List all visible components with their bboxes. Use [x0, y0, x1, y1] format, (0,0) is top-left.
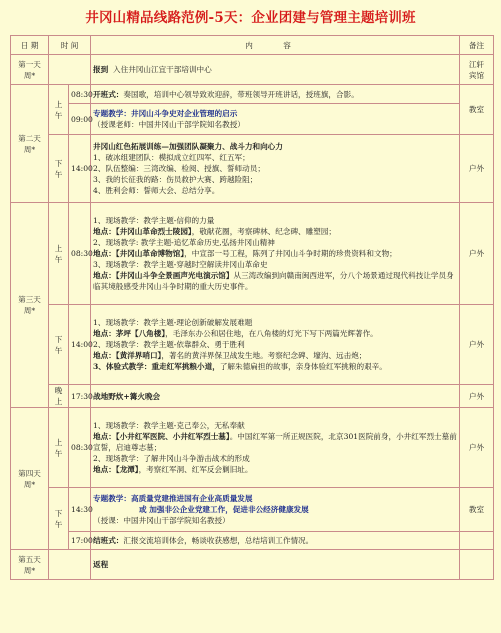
- day1-content: 报到 入住井冈山江宜干部培训中心: [91, 55, 460, 85]
- day4-pm-place: 教室: [460, 488, 494, 532]
- day3-row2: [11, 305, 494, 385]
- day5-content: 返程: [91, 550, 460, 580]
- day5-time: [49, 550, 91, 580]
- day3-time1: 08:30: [69, 203, 91, 305]
- day3-am-place: 户外: [460, 203, 494, 305]
- day3-time2: 14:00: [69, 305, 91, 385]
- day3-pm-place: 户外: [460, 305, 494, 385]
- day4-row3: [11, 532, 494, 550]
- day2-pm: 下午: [49, 135, 69, 203]
- day3-am: 上午: [49, 203, 69, 305]
- day2-date: 第二天 周*: [11, 85, 49, 203]
- day2-am: 上午: [49, 85, 69, 135]
- day3-eve: 晚上: [49, 385, 69, 408]
- day5-place: [460, 550, 494, 580]
- day4-am: 上午: [49, 408, 69, 488]
- day3-am-content: 1、现场教学：教学主题-信仰的力量 地点：【井冈山革命烈士陵园】，敬献花圈，考察碑林、纪念碑、雕塑园； 2、现场教学: 教学主题-追忆革命历史,弘扬井冈山精神 地点：【井冈山革命博物馆】，中宣部一号工程，陈列了井冈山斗争时期的珍贵资料和文物； 3、现场教学：教学主题-穿越时空解读井冈山革命史 地点：【井冈山斗争全景画声光电演示馆】从三湾改编到向赣南闽西进军，分八个场景通过现代科技让学员身临其境般感受井冈山斗争时期的重大历史事件。: [91, 203, 460, 305]
- day2-time1: 08:30: [69, 85, 91, 104]
- day2-row1: [11, 85, 494, 104]
- day3-date: 第三天 周*: [11, 203, 49, 408]
- day4-am-content: 1、现场教学：教学主题-克己奉公，无私奉献 地点：【小井红军医院、小井红军烈士墓】。中国红军第一所正规医院，北京301医院前身，小井红军烈士墓前宣誓，启迪尊志墓； 2、现场教学：了解井冈山斗争游击战术的形成 地点：【龙潭】，考察红军洞、红军反会剿旧址。: [91, 408, 460, 488]
- day4-time2: 14:30: [69, 488, 91, 532]
- day3-eve-content: 战地野炊+篝火晚会: [91, 385, 460, 408]
- day2-am-place: 教室: [460, 85, 494, 135]
- day3-row1: [11, 203, 494, 305]
- day1-place: 江轩 宾馆: [460, 55, 494, 85]
- day2-opening: 开班式：奏国歌，培训中心领导致欢迎辞，带班领导开班讲话，授班旗，合影。: [91, 85, 460, 104]
- day3-eve-place: 户外: [460, 385, 494, 408]
- day3-time3: 17:30: [69, 385, 91, 408]
- day5-date: 第五天 周*: [11, 550, 49, 580]
- header-date: 日 期: [11, 36, 49, 55]
- day1-row: [11, 55, 494, 85]
- day2-lecture: 专题教学：井冈山斗争史对企业管理的启示 （授课老师：中国井冈山干部学院知名教授）: [91, 104, 460, 135]
- schedule-table: [10, 35, 494, 580]
- header-row: [11, 36, 494, 55]
- day3-row3: [11, 385, 494, 408]
- day5-row: [11, 550, 494, 580]
- day4-date: 第四天 周*: [11, 408, 49, 550]
- day4-pm: 下午: [49, 488, 69, 550]
- day4-row2: [11, 488, 494, 532]
- day4-row1: [11, 408, 494, 488]
- day4-time1: 08:30: [69, 408, 91, 488]
- day2-pm-place: 户外: [460, 135, 494, 203]
- day2-time2: 09:00: [69, 104, 91, 135]
- page-title: 井冈山精品线路范例-5天：企业团建与管理主题培训班: [85, 10, 416, 26]
- day3-pm-content: 1、现场教学：教学主题-理论创新破解发展难题 地点：茅坪【八角楼】，毛泽东办公和居住地，在八角楼的灯光下写下两篇光辉著作。 2、现场教学：教学主题-依靠群众、勇于胜利 地点：【黄洋界哨口】，著名的黄洋界保卫战发生地。考察纪念碑、壕沟、远击炮； 3、体验式教学：重走红军挑粮小道，了解朱德扁担的故事，亲身体验红军挑粮的艰辛。: [91, 305, 460, 385]
- header-note: 备注: [460, 36, 494, 55]
- day2-row3: [11, 135, 494, 203]
- day4-time3: 17:00: [69, 532, 91, 550]
- day1-time: [49, 55, 91, 85]
- day1-date: 第一天 周*: [11, 55, 49, 85]
- day4-closing-place: [460, 532, 494, 550]
- header-time: 时 间: [49, 36, 91, 55]
- day4-lecture: 专题教学：高质量党建推进国有企业高质量发展 或 加强非公企业党建工作，促进非公经济健康发展 （授课：中国井冈山干部学院知名教授）: [91, 488, 460, 532]
- day2-training: 井冈山红色拓展训练—加强团队凝聚力、战斗力和向心力 1、破冰组建团队：模拟成立红四军、红五军； 2、队伍整编：三湾改编、检阅、授旗、誓师动员； 3、我的长征我的路：伤员救护大赛、跨越险阻； 4、胜利会师：誓师大会、总结分享。: [91, 135, 460, 203]
- day4-am-place: 户外: [460, 408, 494, 488]
- day2-time3: 14:00: [69, 135, 91, 203]
- day2-row2: [11, 104, 494, 135]
- day3-pm: 下午: [49, 305, 69, 385]
- day4-closing: 结班式：汇报交流培训体会，畅谈收获感想，总结培训工作情况。: [91, 532, 460, 550]
- header-content: 内 容: [91, 36, 460, 55]
